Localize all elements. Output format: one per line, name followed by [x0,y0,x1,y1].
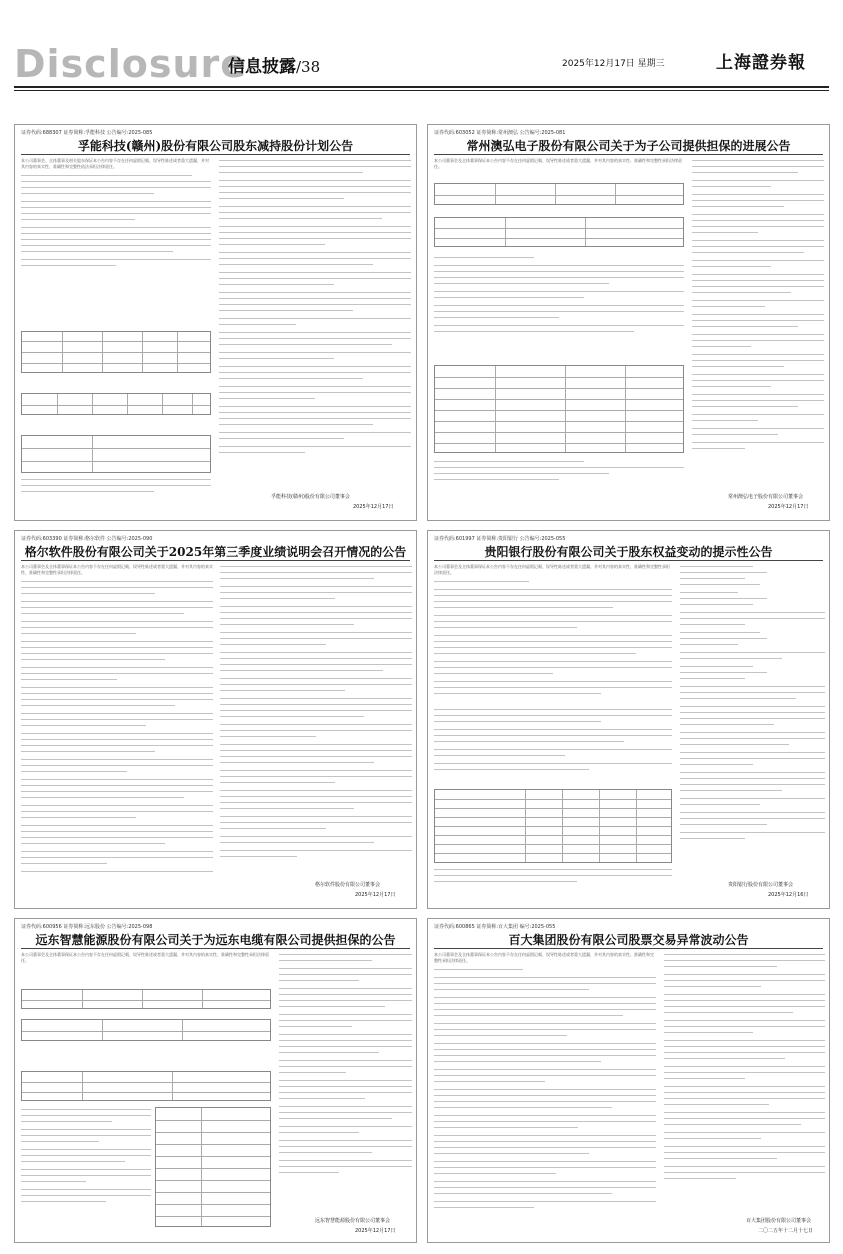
notice-panel-3 [14,530,417,909]
notice-column-left [434,967,656,1223]
notice-column-left-lower [434,707,672,785]
notice-panel-2 [427,124,830,521]
notice-column-bottom [434,867,672,897]
notice-title: 百大集团股份有限公司股票交易异常波动公告 [508,933,749,947]
equity-change-table [434,789,672,863]
issue-date: 2025年12月17日 星期三 [562,59,665,69]
notice-column-left [21,173,211,273]
notice-panel-6 [427,918,830,1243]
notice-signature: 常州澳弘电子股份有限公司董事会 [728,494,804,500]
subsidiary-info-table [155,1107,271,1227]
notice-codes: 证券代码:600956 证券简称:远东股份 公告编号:2025-098 [21,924,153,930]
title-rule [434,560,823,561]
section-chinese-title: 信息披露 [228,57,296,77]
guarantee-detail-table [21,1071,271,1101]
notice-codes: 证券代码:601997 证券简称:贵阳银行 公告编号:2025-055 [434,536,566,542]
notice-column-left [21,1107,151,1227]
reduction-plan-table [21,393,211,415]
notice-column-right [219,158,411,498]
notice-title: 常州澳弘电子股份有限公司关于为子公司提供担保的进展公告 [466,139,791,153]
notice-date: 二〇二五年十二月十七日 [758,1228,814,1234]
notice-date: 2025年12月17日 [355,892,396,898]
notice-lead: 本公司董事会及全体董事保证本公告内容不存在任何虚假记载、误导性陈述或者重大遗漏，并对其内容的真实性、准确性和完整性承担法律责任。 [434,564,670,575]
notice-date: 2025年12月17日 [768,504,809,510]
notice-date: 2025年12月16日 [768,892,809,898]
notice-column-left [434,255,684,365]
title-rule [21,948,410,949]
notice-signature: 贵阳银行股份有限公司董事会 [728,882,794,888]
title-rule [21,560,410,561]
notice-panel-4 [427,530,830,909]
page-number: /38 [296,58,321,76]
notice-codes: 证券代码:688307 证券简称:孚能科技 公告编号:2025-085 [21,130,153,136]
title-rule [434,154,823,155]
notice-lead: 本公司董事会及全体董事保证本公告内容不存在任何虚假记载、误导性陈述或者重大遗漏，并对其内容的真实性、准确性和完整性承担法律责任。 [434,158,682,169]
notice-title: 孚能科技(赣州)股份有限公司股东减持股份计划公告 [77,139,354,153]
notice-column-right [220,564,412,872]
notice-column-right [279,952,412,1222]
title-rule [21,154,410,155]
masthead [0,0,843,98]
notice-codes: 证券代码:603390 证券简称:格尔软件 公告编号:2025-090 [21,536,153,542]
subsidiary-info-table [434,365,684,453]
notice-column-right [680,564,825,872]
guarantee-table [434,183,684,205]
guarantee-table [21,989,271,1009]
guarantee-summary-table [434,217,684,247]
section-english-title: Disclosure [14,42,248,86]
notice-lead: 本公司董事会、全体董事及相关股东保证本公告内容不存在任何虚假记载、误导性陈述或者重大遗漏，并对其内容的真实性、准确性和完整性依法承担法律责任。 [21,158,209,169]
notice-column-left [21,579,213,879]
notice-lead: 本公司董事会及全体董事保证本公告内容不存在任何虚假记载、误导性陈述或者重大遗漏，并对其内容的真实性、准确性和完整性承担法律责任。 [21,564,213,575]
notice-column-left-lower [21,477,211,503]
notice-codes: 证券代码:603052 证券简称:常州澳弘 公告编号:2025-081 [434,130,566,136]
section-title [228,52,320,77]
newspaper-logo: 上海證券報 [716,53,806,73]
notice-signature: 格尔软件股份有限公司董事会 [315,882,381,888]
notice-title: 格尔软件股份有限公司关于2025年第三季度业绩说明会召开情况的公告 [24,545,407,559]
notice-column-left-lower [434,459,684,489]
notice-panel-5 [14,918,417,1243]
title-rule [434,948,823,949]
notice-lead: 本公司董事会及全体董事保证本公告内容不存在任何虚假记载、误导性陈述或者重大遗漏，并对其内容的真实性、准确性和完整性承担法律责任。 [434,952,654,963]
notice-lead: 本公司董事会及全体董事保证本公告内容不存在任何虚假记载、误导性陈述或者重大遗漏，并对其内容的真实性、准确性和完整性承担法律责任。 [21,952,269,963]
notice-column-right [692,158,824,488]
notice-date: 2025年12月17日 [355,1228,396,1234]
relation-table [21,435,211,473]
notice-signature: 远东智慧能源股份有限公司董事会 [315,1218,391,1224]
notice-column-right [664,952,825,1222]
notice-title: 远东智慧能源股份有限公司关于为远东电缆有限公司提供担保的公告 [35,933,396,947]
notice-codes: 证券代码:600865 证券简称:百大集团 编号:2025-055 [434,924,556,930]
notice-signature: 孚能科技(赣州)股份有限公司董事会 [271,494,350,500]
shareholder-table [21,331,211,373]
header-rule-thin [14,90,829,91]
notice-column-left [434,579,672,703]
notice-title: 贵阳银行股份有限公司关于股东权益变动的提示性公告 [484,545,773,559]
guarantee-summary-table [21,1019,271,1041]
notice-panel-1 [14,124,417,521]
notice-signature: 百大集团股份有限公司董事会 [746,1218,812,1224]
header-rule [14,86,829,88]
notice-date: 2025年12月17日 [353,504,394,510]
